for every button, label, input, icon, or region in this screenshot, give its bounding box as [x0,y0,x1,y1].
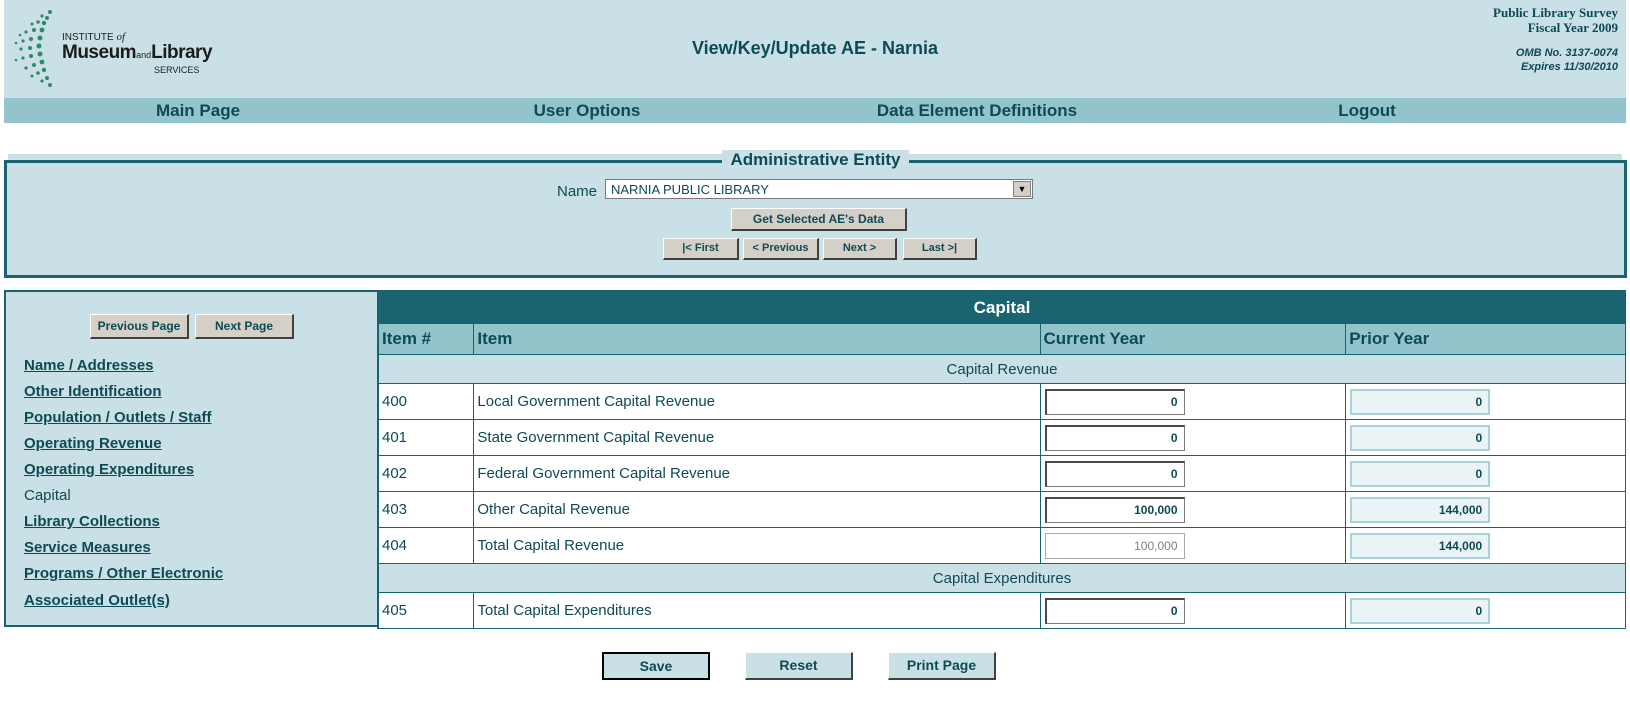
survey-name: Public Library Survey [1493,5,1618,20]
next-ae-button[interactable]: Next > [823,238,897,260]
sidebar-link-associated-outlets[interactable]: Associated Outlet(s) [24,592,170,609]
omb-expiration: Expires 11/30/2010 [1520,61,1618,73]
item-number: 404 [378,528,474,564]
current-year-input[interactable] [1045,598,1185,624]
current-year-input[interactable] [1045,425,1185,451]
omb-number: OMB No. 3137-0074 [1515,47,1618,59]
logo-of: of [116,31,126,43]
prior-year-value [1350,533,1490,559]
prior-year-value [1350,461,1490,487]
first-ae-button[interactable]: |< First [663,238,739,260]
sidebar-current-capital: Capital [24,487,71,504]
item-number: 401 [378,420,474,456]
logo-services: SERVICES [154,65,200,75]
col-header-current-year: Current Year [1040,324,1346,355]
capital-table [377,292,1626,629]
sidebar-link-operating-expenditures[interactable]: Operating Expenditures [24,461,195,478]
section-capital-revenue: Capital Revenue [378,355,1626,384]
header [4,0,1626,98]
ae-name-selected: NARNIA PUBLIC LIBRARY [611,182,769,197]
current-year-input[interactable] [1045,461,1185,487]
name-label: Name [557,183,598,200]
previous-page-button[interactable]: Previous Page [90,314,189,339]
capital-table-title: Capital [378,293,1626,324]
prior-year-value [1350,598,1490,624]
item-number: 403 [378,492,474,528]
chevron-down-icon[interactable]: ▼ [1013,181,1031,197]
logo-and: and [136,50,152,60]
logo-museum: Museum [62,42,137,63]
get-selected-ae-data-button[interactable]: Get Selected AE's Data [731,208,907,231]
nav-data-element-definitions[interactable]: Data Element Definitions [876,101,1078,120]
sidebar-link-other-identification[interactable]: Other Identification [24,383,162,400]
item-label: Total Capital Expenditures [474,593,1040,629]
next-page-button[interactable]: Next Page [195,314,294,339]
sidebar-link-service-measures[interactable]: Service Measures [24,539,151,556]
sidebar-link-operating-revenue[interactable]: Operating Revenue [24,435,162,452]
top-nav-bar [4,98,1626,123]
item-label: Federal Government Capital Revenue [474,456,1040,492]
current-year-input[interactable] [1045,497,1185,523]
current-year-total-readonly [1045,533,1185,559]
item-label: Total Capital Revenue [474,528,1040,564]
administrative-entity-panel [4,150,1627,278]
ae-name-select[interactable] [605,179,1033,199]
survey-info [1493,5,1618,74]
logo-institute: INSTITUTE [62,32,114,43]
table-row [378,456,1626,492]
previous-ae-button[interactable]: < Previous [743,238,819,260]
page-title: View/Key/Update AE - Narnia [691,38,939,58]
nav-user-options[interactable]: User Options [533,101,641,120]
prior-year-value [1350,425,1490,451]
table-row [378,593,1626,629]
sidebar-link-name-addresses[interactable]: Name / Addresses [24,357,154,374]
reset-button[interactable]: Reset [745,652,853,680]
nav-logout[interactable]: Logout [1338,101,1396,120]
table-row [378,384,1626,420]
item-number: 405 [378,593,474,629]
save-button[interactable]: Save [602,652,710,680]
sidebar-link-library-collections[interactable]: Library Collections [24,513,160,530]
col-header-item-number: Item # [378,324,474,355]
sidebar-link-programs-other-electronic[interactable]: Programs / Other Electronic [24,565,224,582]
section-capital-expenditures: Capital Expenditures [378,564,1626,593]
fiscal-year: Fiscal Year 2009 [1527,20,1618,35]
col-header-prior-year: Prior Year [1346,324,1626,355]
table-row [378,528,1626,564]
table-row [378,492,1626,528]
sidebar-link-population-outlets-staff[interactable]: Population / Outlets / Staff [24,409,212,426]
logo-library: Library [151,42,213,63]
item-label: Local Government Capital Revenue [474,384,1040,420]
col-header-item: Item [474,324,1040,355]
item-number: 402 [378,456,474,492]
last-ae-button[interactable]: Last >| [903,238,977,260]
item-label: Other Capital Revenue [474,492,1040,528]
section-sidebar [6,292,377,625]
item-label: State Government Capital Revenue [474,420,1040,456]
current-year-input[interactable] [1045,389,1185,415]
print-page-button[interactable]: Print Page [888,652,996,680]
prior-year-value [1350,389,1490,415]
main-content-frame [4,290,1626,627]
administrative-entity-legend: Administrative Entity [722,150,908,169]
prior-year-value [1350,497,1490,523]
item-number: 400 [378,384,474,420]
table-row [378,420,1626,456]
nav-main-page[interactable]: Main Page [155,101,241,120]
